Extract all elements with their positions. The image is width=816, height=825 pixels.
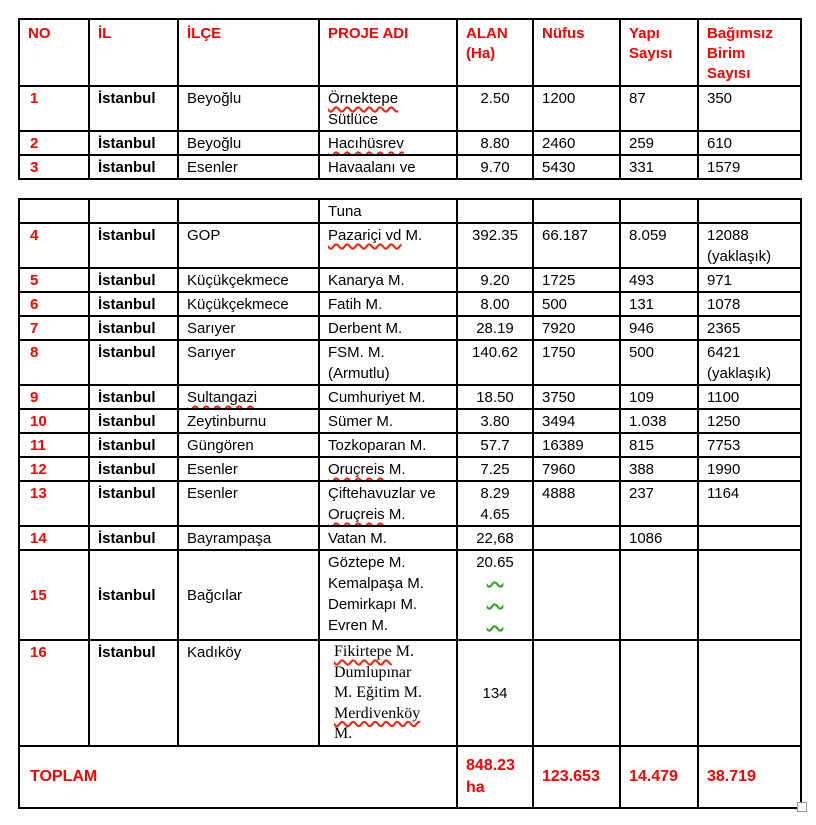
unit-count-cell: 1250 (698, 409, 801, 433)
row-number-cell: 12 (19, 457, 89, 481)
province-cell: İstanbul (89, 550, 178, 640)
project-name-cell: Vatan M. (319, 526, 457, 550)
population-cell: 5430 (533, 155, 620, 179)
total-building-count-cell: 14.479 (620, 746, 698, 808)
unit-count-cell: 2365 (698, 316, 801, 340)
unit-count-cell: 6421 (yaklaşık) (698, 340, 801, 385)
building-count-cell: 131 (620, 292, 698, 316)
grammar-squiggle-mark (462, 595, 528, 617)
province-cell: İstanbul (89, 409, 178, 433)
table-row (19, 86, 801, 131)
unit-count-cell: 1078 (698, 292, 801, 316)
district-cell: Kadıköy (178, 640, 319, 746)
district-cell: Beyoğlu (178, 131, 319, 155)
district-cell: Zeytinburnu (178, 409, 319, 433)
area-cell: 9.70 (457, 155, 533, 179)
population-cell: 66.187 (533, 223, 620, 268)
project-name-cell: Fatih M. (319, 292, 457, 316)
unit-count-cell: 1990 (698, 457, 801, 481)
population-cell: 3494 (533, 409, 620, 433)
row-number-cell: 9 (19, 385, 89, 409)
project-name-cell: Pazariçi vd M. (319, 223, 457, 268)
population-cell: 2460 (533, 131, 620, 155)
province-cell: İstanbul (89, 457, 178, 481)
population-cell: 1750 (533, 340, 620, 385)
province-cell: İstanbul (89, 268, 178, 292)
project-name-cell: Tuna (319, 199, 457, 223)
district-cell (178, 385, 319, 409)
population-cell: 3750 (533, 385, 620, 409)
project-name-cell: Fikirtepe M. Dumlupınar M. Eğitim M. Merdivenköy M. (319, 640, 457, 746)
area-cell: 22,68 (457, 526, 533, 550)
province-cell: İstanbul (89, 340, 178, 385)
grammar-squiggle-mark (462, 573, 528, 595)
district-cell: Küçükçekmece (178, 292, 319, 316)
district-cell: Bayrampaşa (178, 526, 319, 550)
table-row (19, 433, 801, 457)
project-name-cell: Tozkoparan M. (319, 433, 457, 457)
header-cell: Yapı Sayısı (620, 19, 698, 86)
population-cell: 4888 (533, 481, 620, 526)
row-number-cell: 10 (19, 409, 89, 433)
projects-table-part2 (18, 198, 802, 809)
building-count-cell: 259 (620, 131, 698, 155)
misspelled-word-squiggle: Oruçreis (328, 461, 385, 478)
row-number-cell: 8 (19, 340, 89, 385)
project-name-cell: Oruçreis M. (319, 457, 457, 481)
building-count-cell: 1086 (620, 526, 698, 550)
building-count-cell: 500 (620, 340, 698, 385)
district-cell: Sarıyer (178, 316, 319, 340)
building-count-cell: 8.059 (620, 223, 698, 268)
unit-count-cell: 350 (698, 86, 801, 131)
district-cell (178, 199, 319, 223)
misspelled-word-squiggle: Örnektepe (328, 90, 399, 107)
table-row (19, 292, 801, 316)
table-row (19, 457, 801, 481)
row-number-cell: 7 (19, 316, 89, 340)
province-cell (89, 199, 178, 223)
table-row (19, 199, 801, 223)
district-cell: Beyoğlu (178, 86, 319, 131)
table-row (19, 526, 801, 550)
row-number-cell: 6 (19, 292, 89, 316)
grammar-squiggle-mark (462, 617, 528, 639)
total-population-cell: 123.653 (533, 746, 620, 808)
row-number-cell: 4 (19, 223, 89, 268)
table-row (19, 385, 801, 409)
building-count-cell (620, 550, 698, 640)
total-label: TOPLAM (19, 746, 457, 808)
table-row (19, 155, 801, 179)
area-cell: 18.50 (457, 385, 533, 409)
project-name-cell: Cumhuriyet M. (319, 385, 457, 409)
misspelled-word-squiggle: Merdivenköy (334, 704, 421, 722)
unit-count-cell: 1164 (698, 481, 801, 526)
table-row (19, 131, 801, 155)
district-cell: GOP (178, 223, 319, 268)
population-cell: 1200 (533, 86, 620, 131)
province-cell: İstanbul (89, 86, 178, 131)
projects-table-part1 (18, 18, 802, 180)
row-number-cell: 2 (19, 131, 89, 155)
population-cell (533, 199, 620, 223)
header-cell: İLÇE (178, 19, 319, 86)
row-number-cell: 16 (19, 640, 89, 746)
province-cell: İstanbul (89, 131, 178, 155)
header-cell: PROJE ADI (319, 19, 457, 86)
area-cell: 140.62 (457, 340, 533, 385)
table-row (19, 409, 801, 433)
area-cell (457, 199, 533, 223)
unit-count-cell: 971 (698, 268, 801, 292)
project-name-cell: Örnektepe Sütlüce (319, 86, 457, 131)
area-cell: 20.65 (457, 550, 533, 640)
header-cell: NO (19, 19, 89, 86)
unit-count-cell: 1100 (698, 385, 801, 409)
population-cell: 7960 (533, 457, 620, 481)
building-count-cell: 388 (620, 457, 698, 481)
table-row (19, 316, 801, 340)
misspelled-word-squiggle: Pazariçi vd (328, 227, 402, 244)
population-cell: 1725 (533, 268, 620, 292)
building-count-cell: 87 (620, 86, 698, 131)
population-cell (533, 526, 620, 550)
table-row (19, 340, 801, 385)
district-cell: Bağcılar (178, 550, 319, 640)
unit-count-cell (698, 640, 801, 746)
province-cell: İstanbul (89, 223, 178, 268)
district-cell: Küçükçekmece (178, 268, 319, 292)
table-row (19, 550, 801, 640)
total-row (19, 746, 801, 808)
table-resize-handle[interactable] (797, 802, 807, 812)
row-number-cell: 5 (19, 268, 89, 292)
province-cell: İstanbul (89, 481, 178, 526)
unit-count-cell (698, 550, 801, 640)
district-cell: Sarıyer (178, 340, 319, 385)
row-number-cell (19, 199, 89, 223)
unit-count-cell (698, 526, 801, 550)
area-cell: 9.20 (457, 268, 533, 292)
row-number-cell: 11 (19, 433, 89, 457)
row-number-cell: 15 (19, 550, 89, 640)
project-name-cell: Derbent M. (319, 316, 457, 340)
project-name-cell: Havaalanı ve (319, 155, 457, 179)
population-cell: 7920 (533, 316, 620, 340)
area-cell: 3.80 (457, 409, 533, 433)
building-count-cell: 331 (620, 155, 698, 179)
province-cell: İstanbul (89, 640, 178, 746)
total-unit-count-cell: 38.719 (698, 746, 801, 808)
province-cell: İstanbul (89, 292, 178, 316)
province-cell: İstanbul (89, 385, 178, 409)
unit-count-cell: 1579 (698, 155, 801, 179)
district-cell: Güngören (178, 433, 319, 457)
area-cell: 8.80 (457, 131, 533, 155)
misspelled-word-squiggle: Sultangazi (187, 389, 258, 406)
unit-count-cell: 7753 (698, 433, 801, 457)
table-row (19, 223, 801, 268)
building-count-cell: 493 (620, 268, 698, 292)
district-cell: Esenler (178, 481, 319, 526)
population-cell (533, 640, 620, 746)
building-count-cell (620, 199, 698, 223)
area-cell: 57.7 (457, 433, 533, 457)
area-cell: 2.50 (457, 86, 533, 131)
area-cell: 8.29 4.65 (457, 481, 533, 526)
misspelled-word-squiggle: Oruçreis (328, 506, 385, 523)
header-cell: İL (89, 19, 178, 86)
province-cell: İstanbul (89, 433, 178, 457)
total-area-cell: 848.23 ha (457, 746, 533, 808)
building-count-cell: 109 (620, 385, 698, 409)
header-cell: Nüfus (533, 19, 620, 86)
project-name-cell: FSM. M. (Armutlu) (319, 340, 457, 385)
area-cell: 28.19 (457, 316, 533, 340)
table-row (19, 268, 801, 292)
project-name-cell: Sümer M. (319, 409, 457, 433)
building-count-cell: 815 (620, 433, 698, 457)
population-cell: 500 (533, 292, 620, 316)
building-count-cell: 237 (620, 481, 698, 526)
district-cell: Esenler (178, 155, 319, 179)
province-cell: İstanbul (89, 316, 178, 340)
project-name-cell: Göztepe M. Kemalpaşa M. Demirkapı M. Evren M. (319, 550, 457, 640)
unit-count-cell: 610 (698, 131, 801, 155)
row-number-cell: 13 (19, 481, 89, 526)
header-row (19, 19, 801, 86)
building-count-cell (620, 640, 698, 746)
area-cell: 134 (457, 640, 533, 746)
misspelled-word-squiggle: Hacıhüsrev (328, 135, 404, 152)
area-cell: 392.35 (457, 223, 533, 268)
province-cell: İstanbul (89, 526, 178, 550)
district-cell: Esenler (178, 457, 319, 481)
province-cell: İstanbul (89, 155, 178, 179)
project-name-cell (319, 131, 457, 155)
building-count-cell: 1.038 (620, 409, 698, 433)
header-cell: ALAN (Ha) (457, 19, 533, 86)
misspelled-word-squiggle: Fikirtepe (334, 643, 392, 660)
area-cell: 8.00 (457, 292, 533, 316)
row-number-cell: 1 (19, 86, 89, 131)
unit-count-cell: 12088 (yaklaşık) (698, 223, 801, 268)
row-number-cell: 3 (19, 155, 89, 179)
row-number-cell: 14 (19, 526, 89, 550)
unit-count-cell (698, 199, 801, 223)
table-row (19, 640, 801, 746)
table-row (19, 481, 801, 526)
population-cell: 16389 (533, 433, 620, 457)
project-name-cell: Kanarya M. (319, 268, 457, 292)
header-cell: Bağımsız Birim Sayısı (698, 19, 801, 86)
area-cell: 7.25 (457, 457, 533, 481)
project-name-cell: Çiftehavuzlar ve Oruçreis M. (319, 481, 457, 526)
population-cell (533, 550, 620, 640)
building-count-cell: 946 (620, 316, 698, 340)
